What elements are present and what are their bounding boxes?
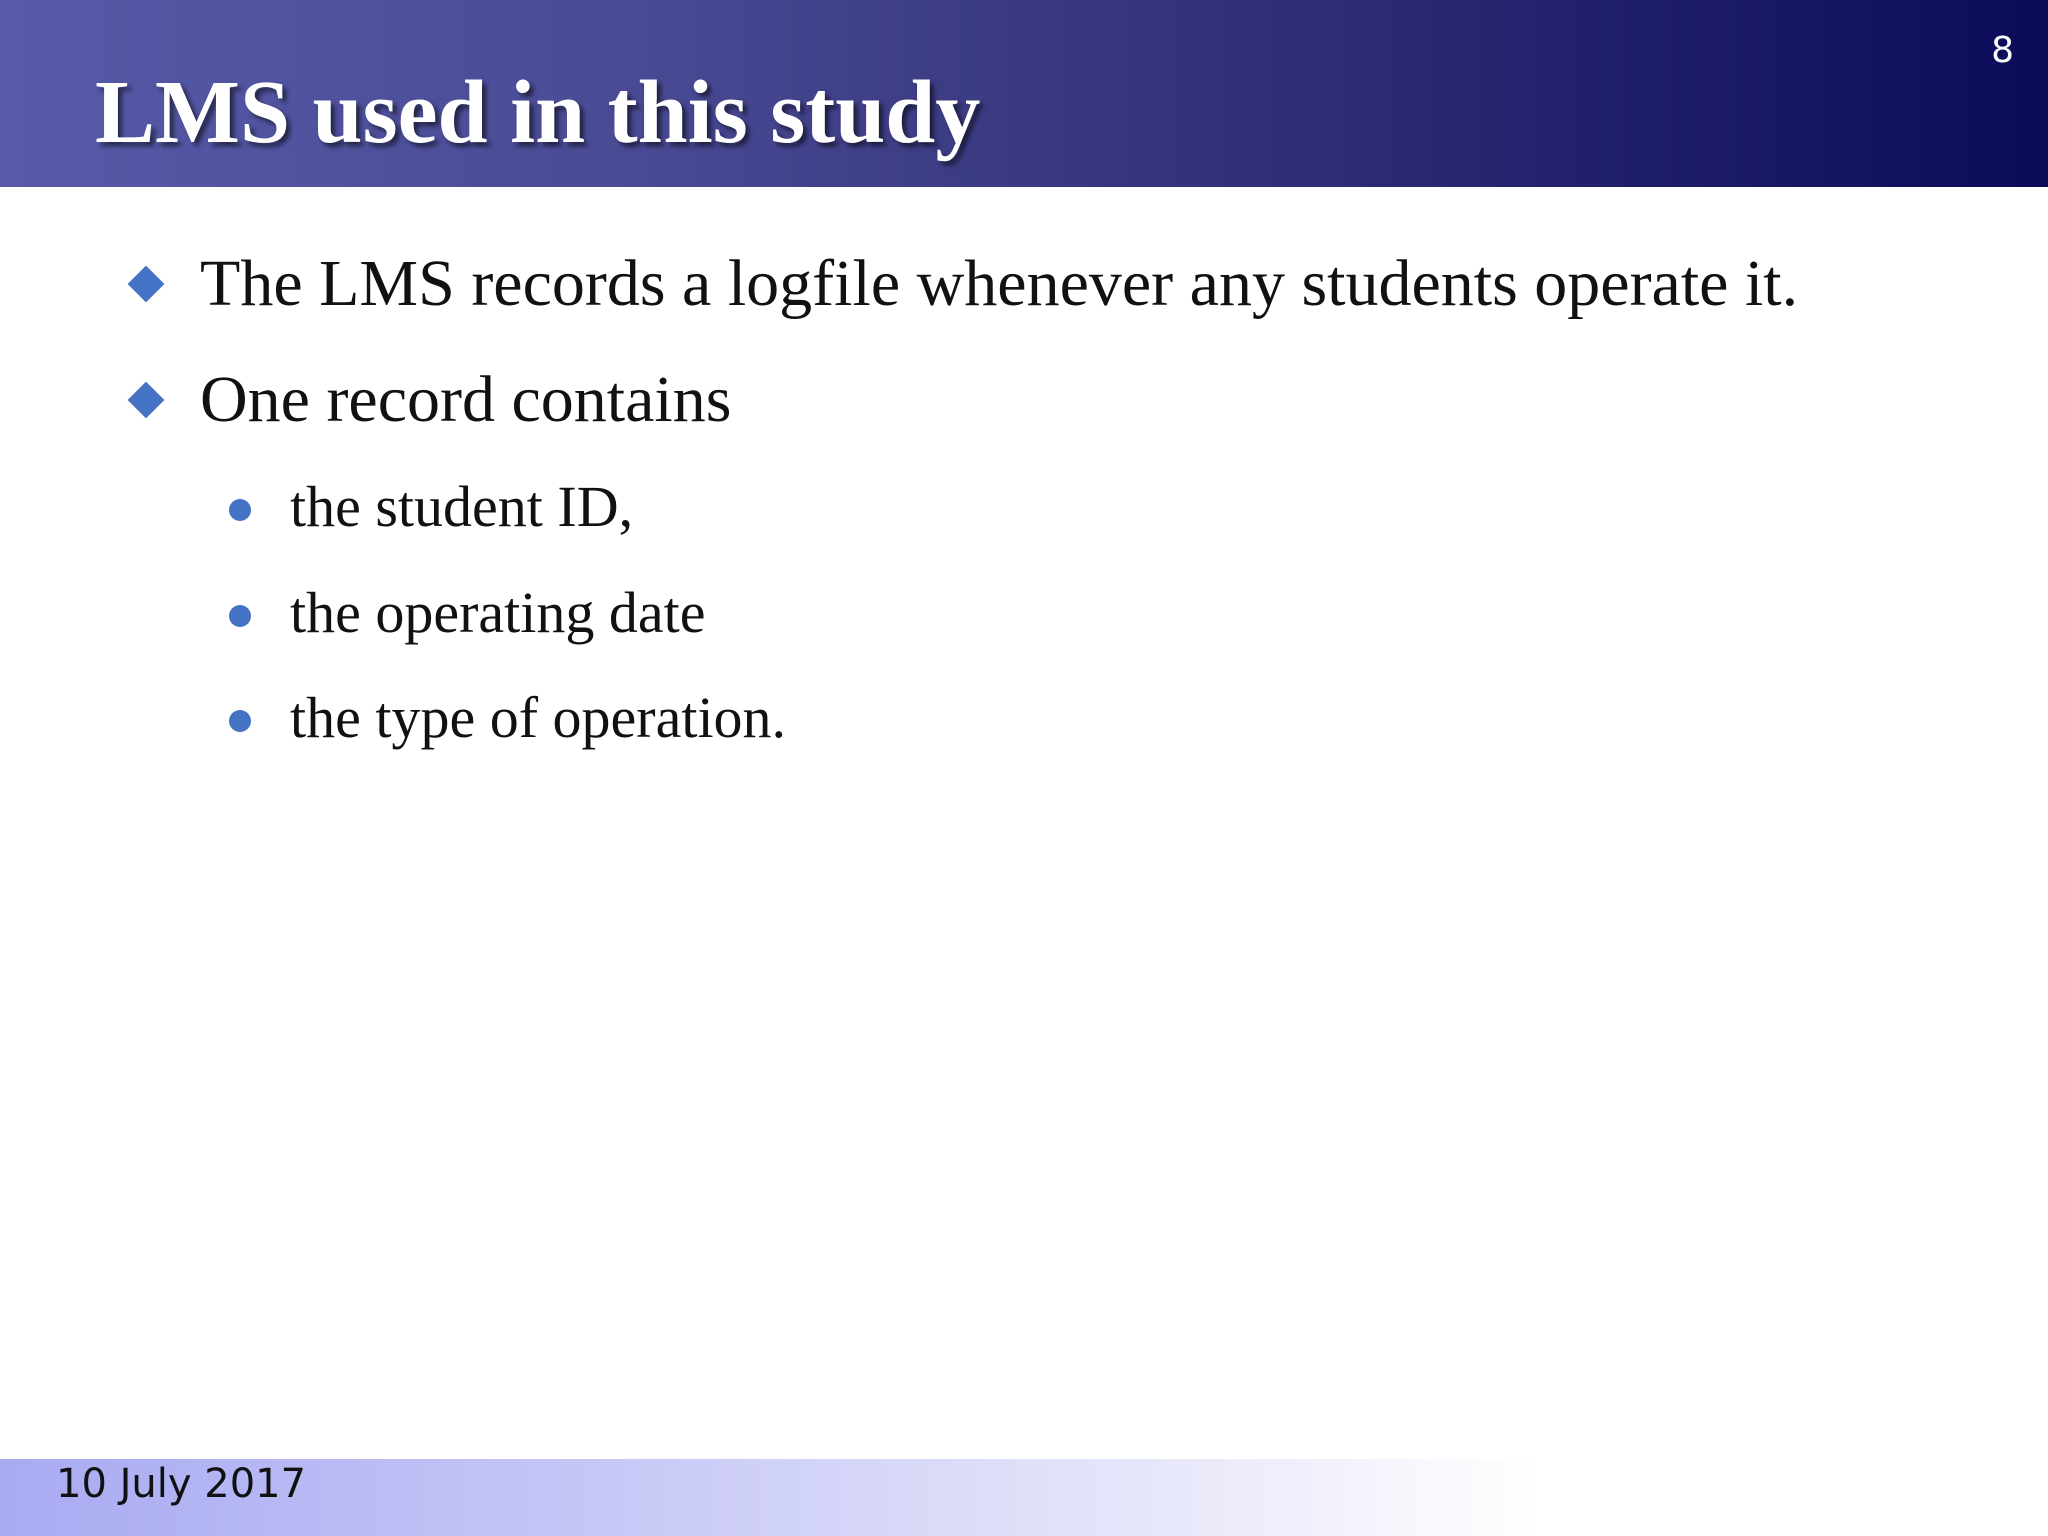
bullet-item: One record contains	[200, 363, 732, 436]
diamond-bullet-icon	[128, 382, 165, 419]
slide-number: 8	[1991, 30, 2014, 71]
slide-header	[0, 0, 2048, 187]
bullet-item: The LMS records a logfile whenever any students operate it.	[200, 247, 1799, 320]
round-bullet-icon	[229, 499, 251, 521]
sub-bullet-item: the operating date	[290, 580, 706, 645]
round-bullet-icon	[229, 710, 251, 732]
slide-footer	[0, 1459, 2048, 1536]
diamond-bullet-icon	[128, 266, 165, 303]
footer-date: 10 July 2017	[56, 1461, 307, 1507]
slide-title: LMS used in this study	[95, 63, 981, 162]
round-bullet-icon	[229, 605, 251, 627]
sub-bullet-item: the student ID,	[290, 474, 634, 539]
sub-bullet-item: the type of operation.	[290, 685, 787, 750]
